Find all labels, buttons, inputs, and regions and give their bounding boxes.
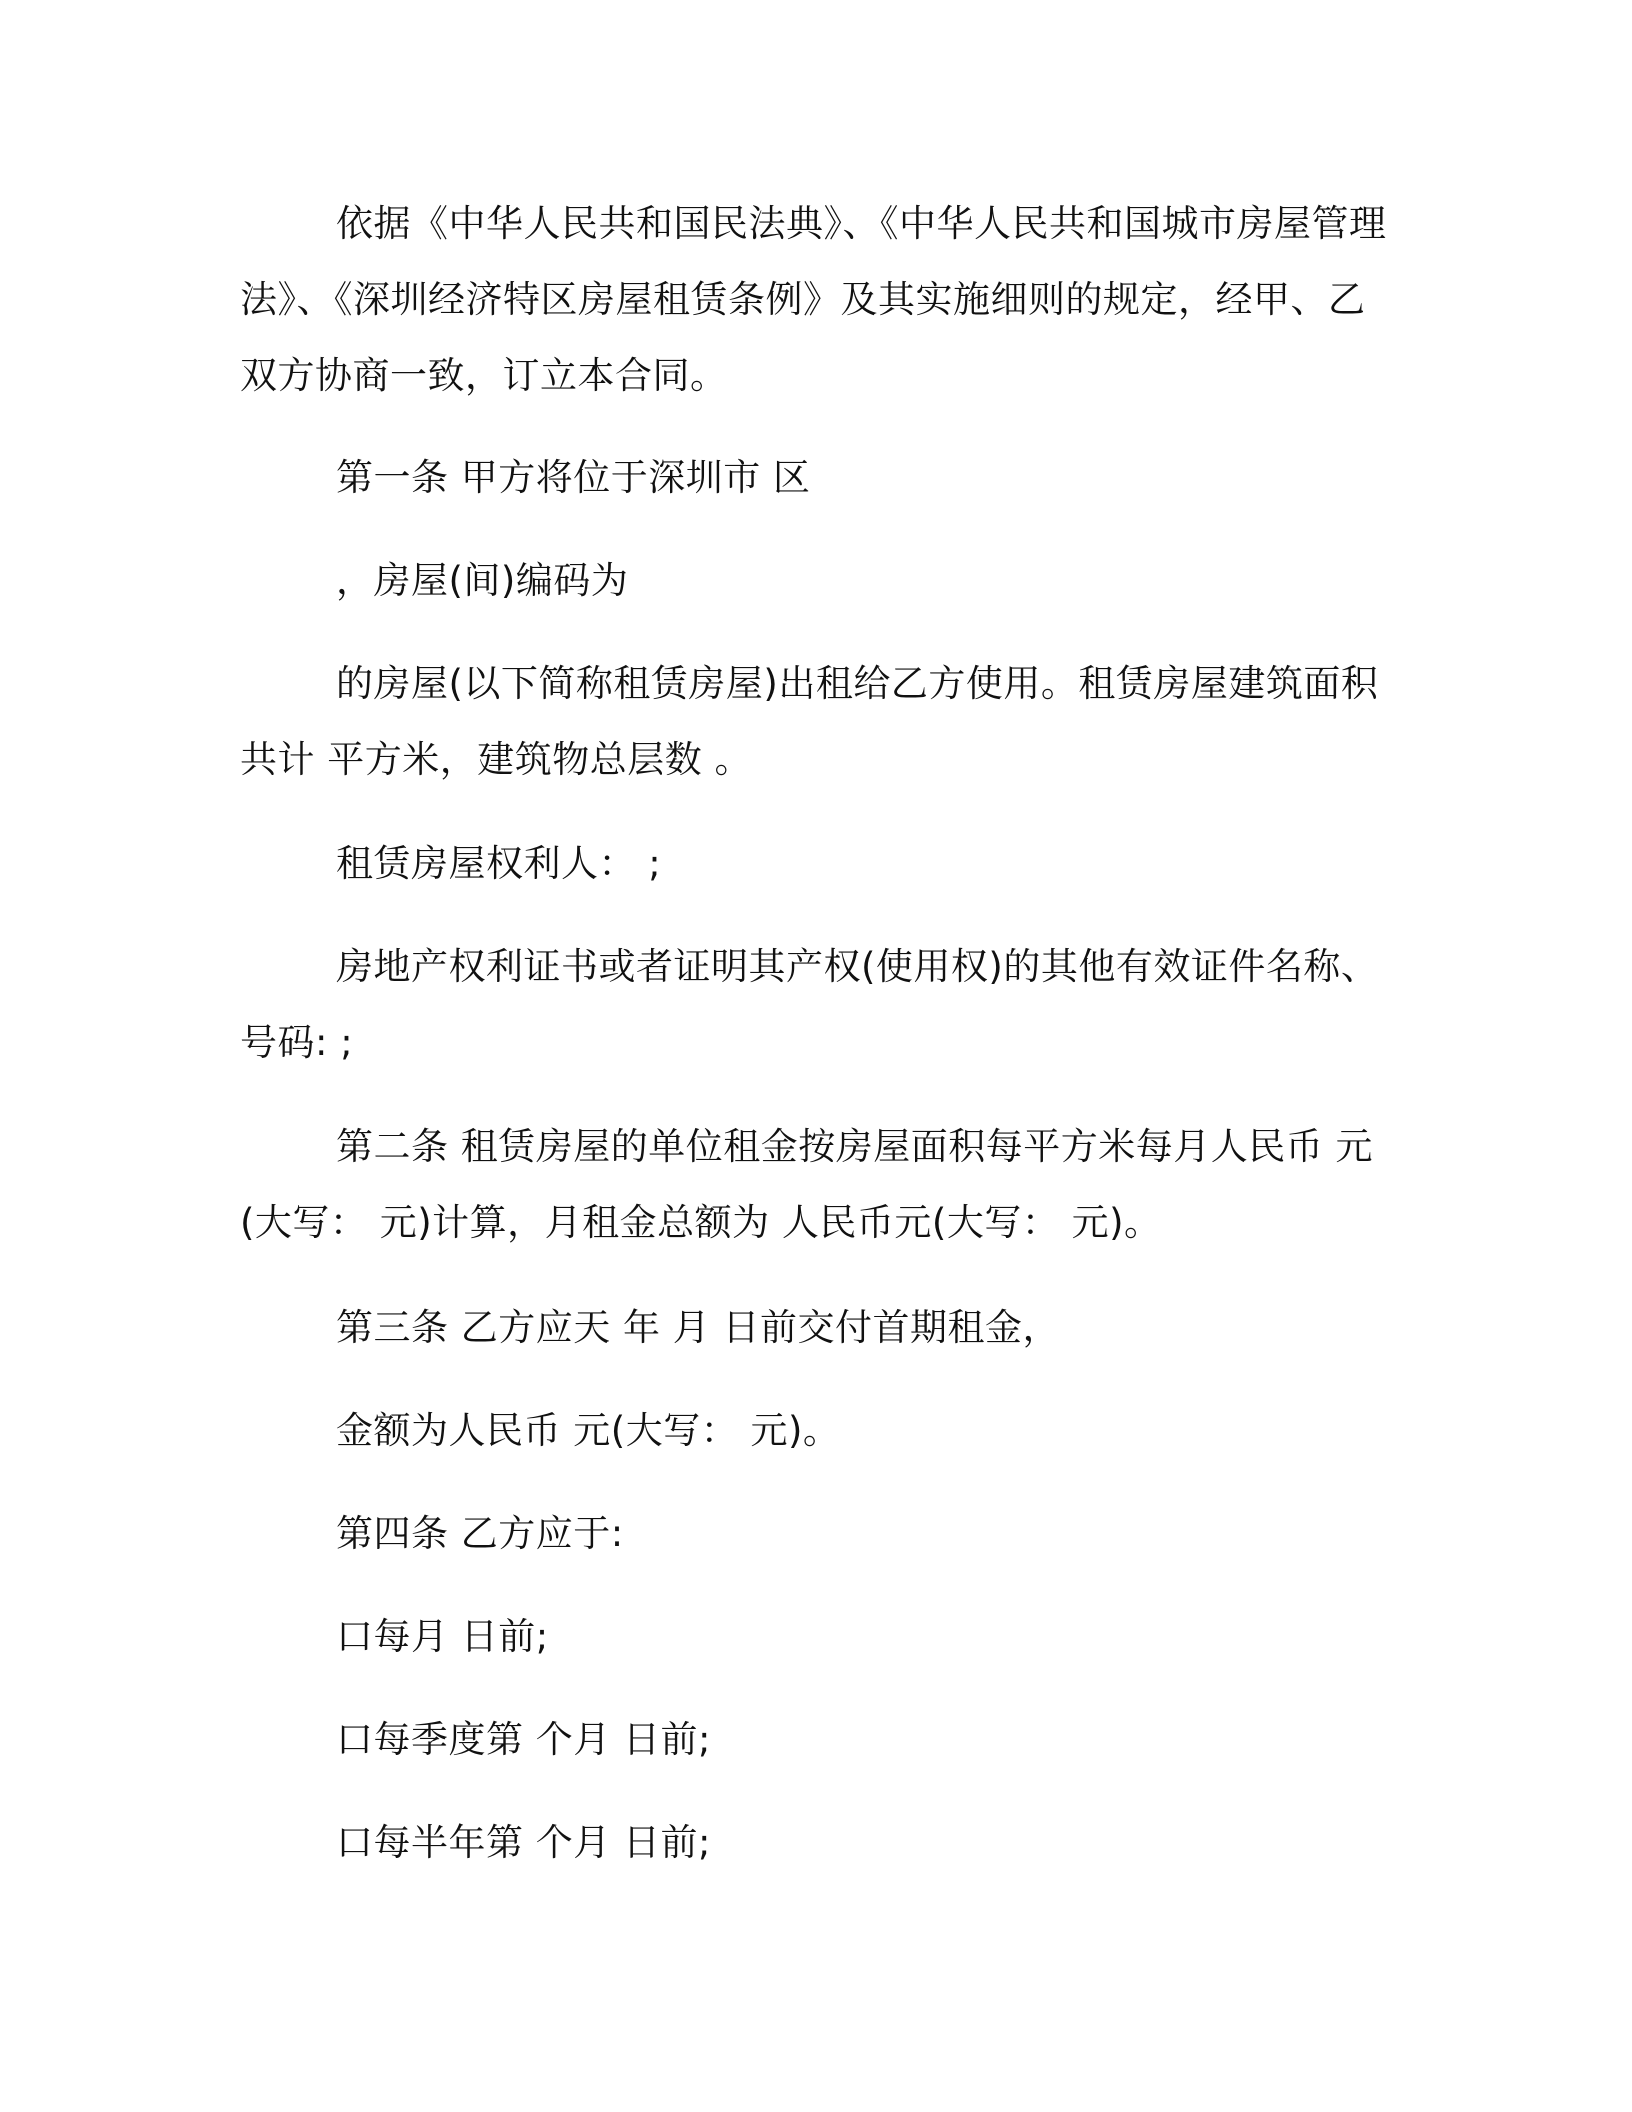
house-code-paragraph: ，房屋(间)编码为 bbox=[336, 559, 629, 602]
article-3-paragraph: 第三条 乙方应天 年 月 日前交付首期租金， bbox=[336, 1306, 1061, 1349]
article-1-paragraph: 第一条 甲方将位于深圳市 区 bbox=[336, 456, 811, 499]
article-4-paragraph: 第四条 乙方应于: bbox=[336, 1512, 624, 1555]
quarterly-option-paragraph: 口每季度第 个月 日前; bbox=[336, 1718, 711, 1761]
monthly-option-paragraph: 口每月 日前; bbox=[336, 1615, 549, 1658]
owner-paragraph: 租赁房屋权利人： ; bbox=[336, 842, 662, 885]
first-payment-paragraph: 金额为人民币 元(大写： 元)。 bbox=[336, 1409, 841, 1452]
certificate-paragraph: 房地产权利证书或者证明其产权(使用权)的其他有效证件名称、号码: ; bbox=[240, 945, 1379, 1064]
article-2-paragraph: 第二条 租赁房屋的单位租金按房屋面积每平方米每月人民币 元(大写： 元)计算，月租金总额为 人民币元(大写： 元)。 bbox=[240, 1125, 1374, 1244]
half-year-option-paragraph: 口每半年第 个月 日前; bbox=[336, 1821, 711, 1864]
house-area-paragraph: 的房屋(以下简称租赁房屋)出租给乙方使用。租赁房屋建筑面积共计 平方米，建筑物总层数 。 bbox=[240, 662, 1379, 781]
intro-paragraph: 依据《中华人民共和国民法典》、《中华人民共和国城市房屋管理法》、《深圳经济特区房屋租赁条例》及其实施细则的规定，经甲、乙双方协商一致，订立本合同。 bbox=[240, 202, 1387, 397]
